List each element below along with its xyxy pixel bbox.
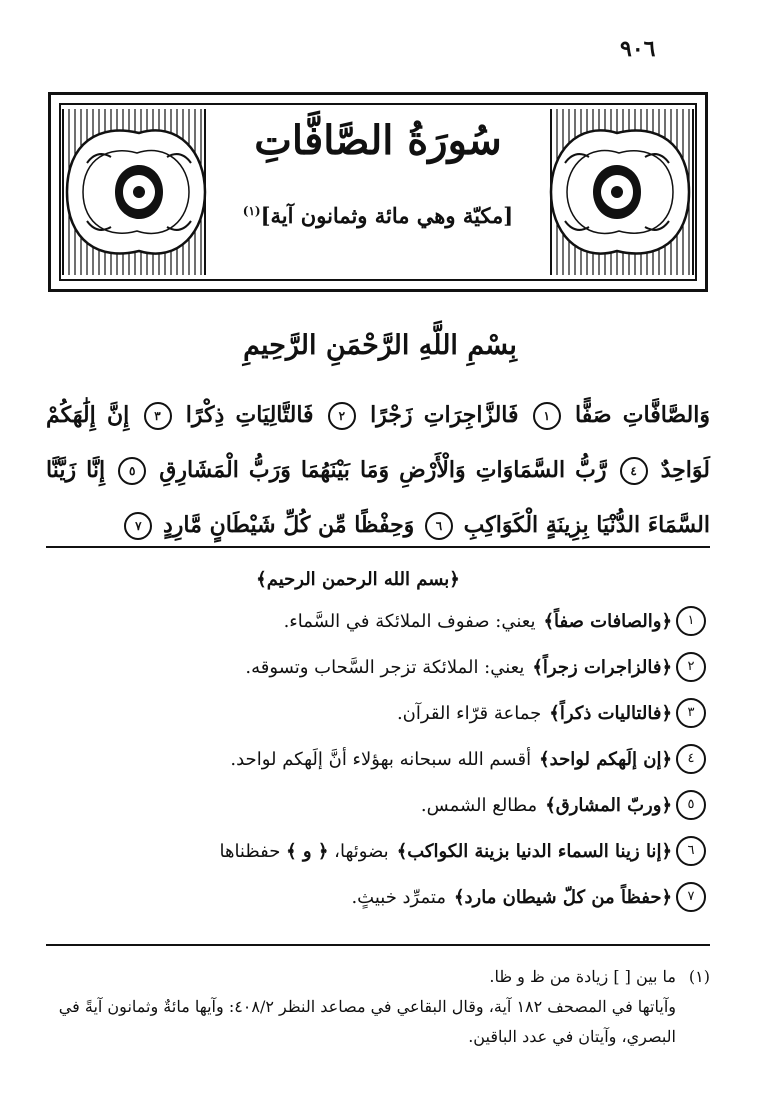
ayah-number-marker: ٢: [676, 652, 706, 682]
ayah-number-marker: ٣: [144, 402, 172, 430]
left-ornament-icon: [59, 103, 209, 281]
tafsir-ayah-quote: ﴿والصافات صفاً﴾: [543, 610, 672, 632]
tafsir-list: [46, 598, 710, 920]
tafsir-ayah-quote: ﴿إنا زينا السماء الدنيا بزينة الكواكب﴾: [396, 840, 672, 862]
tafsir-item: [46, 644, 710, 690]
tafsir-explanation: يعني: صفوف الملائكة في السَّماء.: [283, 610, 536, 632]
footnote-text: ما بين [ ] زيادة من ظ و ظا.: [489, 967, 676, 986]
tafsir-item: [46, 598, 710, 644]
tafsir-ayah-quote: ﴿فالزاجرات زجراً﴾: [532, 656, 672, 678]
tafsir-explanation-extra: حفظناها: [219, 840, 281, 862]
tafsir-ayah-bracket: ﴿ و ﴾: [286, 840, 329, 862]
tafsir-explanation: متمرِّد خبيثٍ.: [351, 886, 446, 908]
tafsir-explanation: مطالع الشمس.: [420, 794, 538, 816]
footnote-divider: [46, 944, 710, 946]
basmala-calligraphy: بِسْمِ اللَّهِ الرَّحْمَنِ الرَّحِيمِ: [243, 330, 517, 361]
footnote-ref: (١): [242, 204, 261, 218]
surah-header-frame: [48, 92, 708, 292]
ayah-number-marker: ٣: [676, 698, 706, 728]
section-divider: [46, 546, 710, 548]
surah-title: سُورَةُ الصَّافَّاتِ: [254, 117, 502, 164]
tafsir-ayah-quote: ﴿فالتاليات ذكراً﴾: [549, 702, 672, 724]
tafsir-item: [46, 736, 710, 782]
ayah-number-marker: ٧: [676, 882, 706, 912]
surah-subtitle: [221, 203, 535, 228]
ayah-text: رَّبُّ السَّمَاوَاتِ وَالْأَرْضِ وَمَا بَيْنَهُمَا وَرَبُّ الْمَشَارِقِ: [159, 457, 607, 483]
tafsir-item: [46, 874, 710, 920]
tafsir-explanation: جماعة قرّاء القرآن.: [396, 702, 542, 724]
right-ornament-icon: [547, 103, 697, 281]
subtitle-text: [مكيّة وهي مائة وثمانون آية]: [260, 203, 514, 228]
ayah-text: إِنَّا زَيَّنَّا السَّمَاءَ الدُّنْيَا بِزِينَةٍ الْكَوَاكِبِ: [46, 457, 710, 538]
tafsir-ayah-quote: ﴿إن إلَهكم لواحد﴾: [539, 748, 672, 770]
ayah-number-marker: ٦: [676, 836, 706, 866]
ayah-number-marker: ٧: [124, 512, 152, 540]
tafsir-basmala: ﴿بسم الله الرحمن الرحيم﴾: [256, 569, 460, 590]
tafsir-item: [46, 782, 710, 828]
footnote-marker: (١): [688, 967, 710, 986]
ayah-number-marker: ٢: [328, 402, 356, 430]
ayah-number-marker: ٤: [620, 457, 648, 485]
ayah-number-marker: ٥: [676, 790, 706, 820]
ayah-text: فَالزَّاجِرَاتِ زَجْرًا: [370, 402, 519, 428]
tafsir-ayah-quote: ﴿وربّ المشارق﴾: [545, 794, 672, 816]
ayah-number-marker: ٤: [676, 744, 706, 774]
tafsir-item: [46, 828, 710, 874]
tafsir-item: [46, 690, 710, 736]
footnote-line: [46, 962, 710, 992]
footnote-continuation: وآياتها في المصحف ١٨٢ آية، وقال البقاعي في مصاعد النظر ٤٠٨/٢: وآيها مائةٌ وثمانون آيةً في البصري، وآيتان في عدد الباقين.: [58, 997, 676, 1046]
page-number: ٩٠٦: [620, 36, 656, 62]
footnotes: [46, 962, 710, 1052]
tafsir-explanation: أقسم الله سبحانه بهؤلاء أنَّ إلَهكم لواحد.: [230, 748, 532, 770]
quran-text-block: [46, 388, 710, 553]
ayah-number-marker: ٦: [425, 512, 453, 540]
ayah-text: وَحِفْظًا مِّن كُلِّ شَيْطَانٍ مَّارِدٍ: [163, 512, 415, 538]
ayah-number-marker: ٥: [118, 457, 146, 485]
ayah-text: وَالصَّافَّاتِ صَفًّا: [575, 402, 710, 428]
ayah-text: إِنَّ إِلَٰهَكُمْ لَوَاحِدٌ: [46, 402, 710, 483]
tafsir-explanation: بضوئها،: [334, 840, 389, 862]
tafsir-ayah-quote: ﴿حفظاً من كلّ شيطان مارد﴾: [453, 886, 672, 908]
ayah-text: فَالتَّالِيَاتِ ذِكْرًا: [185, 402, 314, 428]
tafsir-explanation: يعني: الملائكة تزجر السَّحاب وتسوقه.: [245, 656, 525, 678]
tafsir-section: [46, 562, 710, 920]
ayah-number-marker: ١: [676, 606, 706, 636]
ayah-number-marker: ١: [533, 402, 561, 430]
